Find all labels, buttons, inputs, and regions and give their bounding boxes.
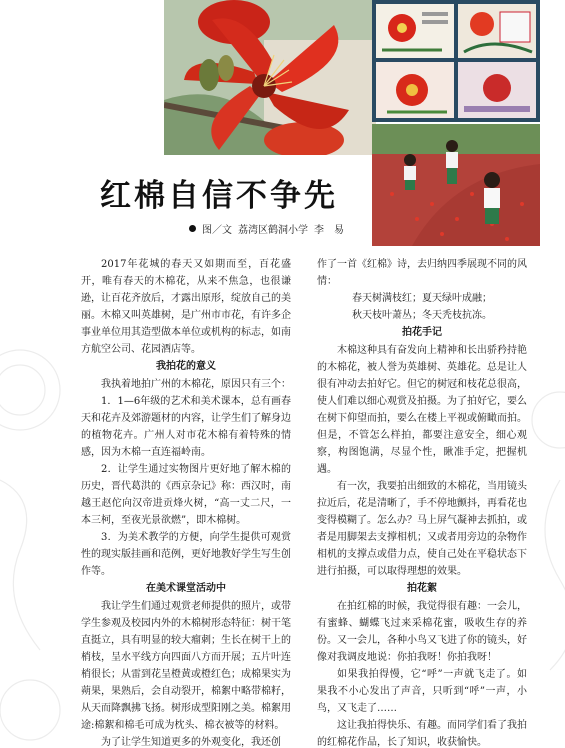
article-column-left (81, 256, 291, 748)
byline-school: 荔湾区鹤洞小学 (238, 225, 308, 236)
paragraph: 这让我拍得快乐、有趣。而同学们看了我拍的红棉花作品，长了知识，收获愉快。 (317, 720, 527, 748)
paragraph: 在拍红棉的时候，我觉得很有趣：一会儿，有蜜蜂、蝴蝶飞过来采棉花蜜，吸收生存的养份。又一会儿，各种小鸟又飞进了你的镜头，好像对我调皮地说：你拍我呀！你拍我呀！ (317, 601, 527, 663)
paragraph: 有一次，我要拍出细致的木棉花，当用镜头拉近后，花是清晰了，手不停地颤抖，再看花也变得模糊了。怎么办？马上屏气凝神去抓拍，或者是用脚架去支撑相机；又或者用旁边的杂物作相机的支撑点或借力点，使自己处在平稳状态下进行拍摄，可以取得理想的效果。 (317, 481, 527, 577)
byline-credit: 图／文 (202, 225, 232, 236)
section-heading: 拍花絮 (407, 583, 437, 594)
byline-author: 李 易 (314, 225, 344, 236)
section-heading: 我拍花的意义 (156, 361, 216, 372)
paragraph: 3．为美术教学的方便，向学生提供可观赏性的现实版挂画和范例，更好地教好学生写生创作等。 (81, 532, 291, 577)
paragraph: 为了让学生知道更多的外观变化，我还创 (101, 737, 281, 748)
student-artwork-photo (372, 0, 540, 122)
paragraph: 我让学生们通过观赏老师提供的照片，或带学生参观及校园内外的木棉树形态特征：树干笔直挺立，具有明显的较大瘤刺；生长在树干上的梢枝，呈水平线方向四面八方而开展；五片叶连梢很长；从雷到花呈橙黄或橙红色；成棉果实为蒴果，果熟后，会自动裂开，棉絮中略带棉籽，从天而降飘拂飞扬。树形成型阳刚之美。棉絮用途:棉絮和棉毛可成为枕头、棉衣被等的材料。 (81, 601, 291, 731)
background-ornament-left (0, 330, 80, 748)
byline-bullet-icon (189, 225, 196, 232)
paragraph: 1．1—6年级的艺术和美术课本，总有画春天和花卉及郊游题材的内容，让学生们了解身边的植物花卉。广州人对市花木棉有着特殊的情感，因为木棉一直连福岭南。 (81, 396, 291, 458)
paragraph: 如果我拍得慢，它“呼”一声就飞走了。如果我不小心发出了声音，只听到“呼”一声，小鸟，又飞走了…… (317, 669, 527, 714)
paragraph: 2017年花城的春天又如期而至，百花盛开，唯有春天的木棉花，从来不焦急，也很谦逊，让百花齐放后，才露出原形，绽放自己的美丽。木棉又叫英雄树，是广州市市花，有许多企事业单位用其造型做本单位或机构的标志，如南方航空公司、花园酒店等。 (81, 259, 291, 355)
article-column-right (317, 256, 527, 748)
paragraph: 2．让学生通过实物图片更好地了解木棉的历史，晋代葛洪的《西京杂记》称：西汉时，南越王赵佗向汉帝进贡烽火树，“高一丈二尺，一本三柯，至夜光景欲燃”，即木棉树。 (81, 464, 291, 526)
children-playground-photo (372, 124, 540, 246)
section-heading: 在美术课堂活动中 (146, 583, 226, 594)
byline (189, 221, 344, 236)
poem-line: 秋天枝叶萧丛；冬天秃枝抗冻。 (352, 310, 492, 321)
paragraph: 木棉这种具有奋发向上精神和长出骄矜持艳的木棉花，被人誉为英雄树、英雄花。总是让人很有冲动去拍好它。但它的树冠和枝花总很高，使人们难以细心观赏及拍摄。为了拍好它，要么在树下仰望而拍，要么在楼上平视或俯瞰而拍。但是，不管怎么样拍，都要注意安全，细心观察，构图饱满，尽显个性，瞅准手定，把握机遇。 (317, 345, 527, 475)
article-title: 红棉自信不争先 (100, 178, 338, 214)
background-ornament-right (530, 380, 565, 680)
kapok-flower-photo (164, 0, 376, 155)
section-heading: 拍花手记 (402, 327, 442, 338)
paragraph: 我执着地拍广州的木棉花，原因只有三个： (101, 379, 291, 390)
paragraph: 作了一首《红棉》诗，去归纳四季展现不同的风情： (317, 259, 527, 287)
poem-line: 春天树满枝红；夏天绿叶成融； (352, 293, 492, 304)
